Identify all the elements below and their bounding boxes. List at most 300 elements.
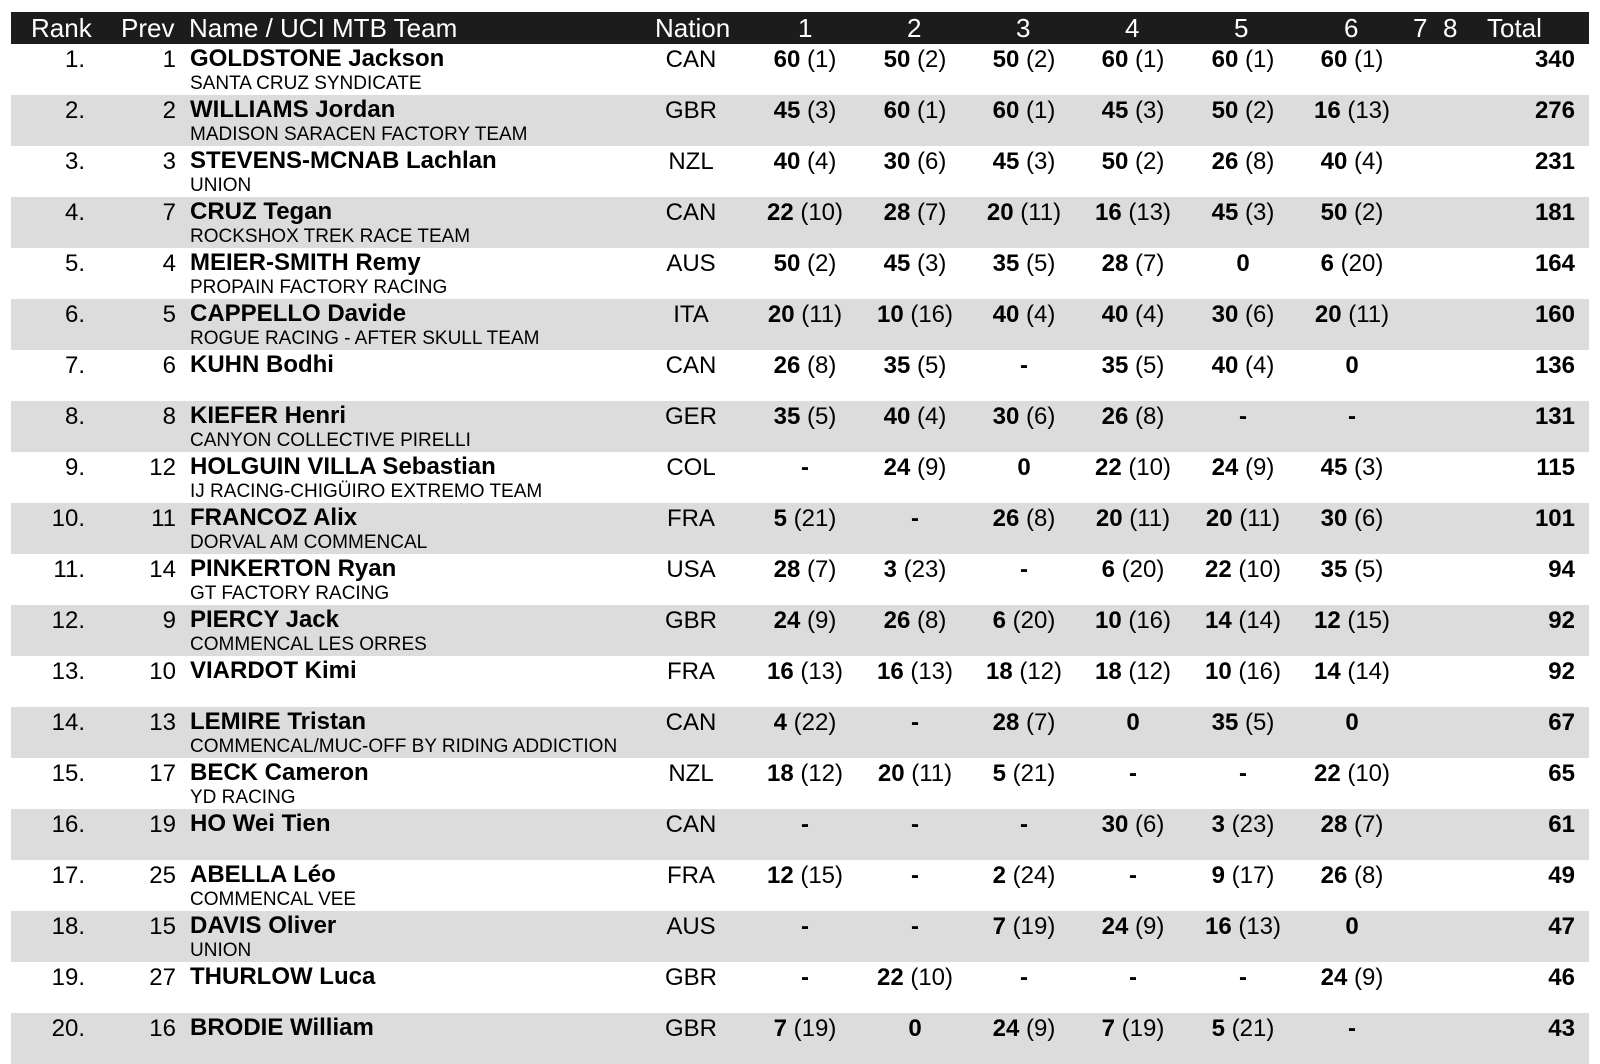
rank-cell: 7.: [64, 352, 85, 379]
round-position: (16): [1238, 658, 1282, 685]
rank-cell: 18.: [51, 913, 85, 940]
rider-name: HO Wei Tien: [190, 810, 331, 837]
round-position: (11): [911, 760, 953, 787]
round-position: (2): [1354, 199, 1384, 226]
round-6-result: [1314, 97, 1390, 125]
prev-rank-cell: 27: [149, 964, 176, 991]
rank-cell: 15.: [51, 760, 85, 787]
round-position: (13): [800, 658, 844, 685]
round-points: 10: [1204, 658, 1232, 685]
round-5-result: [1239, 964, 1247, 992]
team-name: ROGUE RACING - AFTER SKULL TEAM: [190, 328, 540, 349]
round-points: 45: [883, 250, 911, 277]
round-points: 22: [1313, 760, 1341, 787]
total-points: 65: [1548, 760, 1575, 787]
round-points: 40: [773, 148, 801, 175]
round-position: (19): [793, 1015, 837, 1042]
round-2-result: [877, 301, 953, 329]
round-position: (23): [1231, 811, 1275, 838]
round-position: (8): [807, 352, 837, 379]
nation-cell: NZL: [668, 148, 714, 175]
round-points: 7: [1101, 1015, 1115, 1042]
total-points: 181: [1534, 199, 1575, 226]
total-points: 46: [1548, 964, 1575, 991]
nation-cell: USA: [666, 556, 716, 583]
round-1-result: [774, 97, 837, 125]
table-row: [11, 299, 1589, 350]
round-5-result: [1212, 709, 1275, 737]
round-points: 35: [1101, 352, 1129, 379]
round-position: (3): [1245, 199, 1275, 226]
round-position: (5): [1026, 250, 1056, 277]
round-points: 35: [1211, 709, 1239, 736]
round-6-result: [1321, 964, 1384, 992]
round-position: (11): [1239, 505, 1281, 532]
round-points: 16: [1094, 199, 1122, 226]
rider-name: ABELLA Léo: [190, 861, 336, 888]
round-2-result: [884, 199, 947, 227]
round-points: 16: [1313, 97, 1341, 124]
round-position: (2): [807, 250, 837, 277]
total-points: 101: [1534, 505, 1575, 532]
round-position: (10): [1128, 454, 1172, 481]
round-2-result: [911, 913, 919, 941]
round-position: (2): [1245, 97, 1275, 124]
rider-name: STEVENS-MCNAB Lachlan: [190, 147, 497, 174]
nation-cell: AUS: [666, 250, 716, 277]
prev-rank-cell: 25: [149, 862, 176, 889]
total-points: 340: [1534, 46, 1575, 73]
round-points: 22: [876, 964, 904, 991]
round-points: 20: [1314, 301, 1342, 328]
round-points: 20: [767, 301, 795, 328]
round-points: -: [1239, 760, 1247, 787]
round-2-result: [884, 403, 947, 431]
round-position: (5): [1135, 352, 1165, 379]
total-points: 164: [1534, 250, 1575, 277]
table-row: [11, 248, 1589, 299]
round-3-result: [993, 403, 1056, 431]
team-name: PROPAIN FACTORY RACING: [190, 277, 448, 298]
round-position: (4): [1026, 301, 1056, 328]
round-points: 3: [1211, 811, 1225, 838]
round-5-result: [1212, 301, 1275, 329]
rank-cell: 5.: [64, 250, 85, 277]
table-row: [11, 401, 1589, 452]
round-points: 5: [992, 760, 1006, 787]
table-header: [11, 12, 1589, 44]
round-points: 0: [908, 1015, 922, 1042]
round-4-result: [1095, 658, 1171, 686]
header-round-6: 6: [1344, 13, 1359, 43]
round-3-result: [986, 658, 1062, 686]
nation-cell: GBR: [664, 964, 718, 991]
nation-cell: CAN: [665, 46, 717, 73]
round-position: (20): [1340, 250, 1384, 277]
header-round-4: 4: [1125, 13, 1140, 43]
prev-rank-cell: 7: [162, 199, 176, 226]
round-5-result: [1205, 607, 1281, 635]
round-6-result: [1314, 658, 1390, 686]
round-points: 30: [1320, 505, 1348, 532]
round-points: 28: [992, 709, 1020, 736]
round-points: 60: [1211, 46, 1239, 73]
rank-cell: 10.: [51, 505, 85, 532]
round-points: 50: [1101, 148, 1129, 175]
round-1-result: [767, 862, 843, 890]
prev-rank-cell: 5: [162, 301, 176, 328]
team-name: CANYON COLLECTIVE PIRELLI: [190, 430, 471, 451]
round-3-result: [993, 250, 1056, 278]
round-6-result: [1321, 556, 1384, 584]
round-points: 50: [992, 46, 1020, 73]
table-row: [11, 605, 1589, 656]
round-5-result: [1239, 403, 1247, 431]
team-name: UNION: [190, 940, 252, 961]
round-points: 7: [773, 1015, 787, 1042]
round-6-result: [1321, 454, 1384, 482]
round-position: (19): [1012, 913, 1056, 940]
table-row: [11, 656, 1589, 707]
total-points: 115: [1536, 454, 1575, 481]
round-points: 6: [1101, 556, 1115, 583]
round-position: (11): [1129, 505, 1171, 532]
round-3-result: [1017, 454, 1030, 482]
round-points: 24: [773, 607, 801, 634]
round-points: 16: [876, 658, 904, 685]
round-position: (1): [917, 97, 947, 124]
round-4-result: [1095, 454, 1171, 482]
round-position: (12): [1128, 658, 1172, 685]
rank-cell: 16.: [51, 811, 85, 838]
table-row: [11, 758, 1589, 809]
round-6-result: [1321, 148, 1384, 176]
round-2-result: [884, 250, 947, 278]
round-3-result: [993, 913, 1056, 941]
header-round-2: 2: [907, 13, 922, 43]
prev-rank-cell: 11: [151, 505, 176, 532]
round-4-result: [1102, 403, 1165, 431]
round-points: 28: [1320, 811, 1348, 838]
prev-rank-cell: 13: [149, 709, 176, 736]
prev-rank-cell: 4: [162, 250, 176, 277]
table-row: [11, 44, 1589, 95]
round-position: (8): [1026, 505, 1056, 532]
round-points: -: [1239, 403, 1247, 430]
rank-cell: 4.: [64, 199, 85, 226]
round-points: 22: [1094, 454, 1122, 481]
round-position: (4): [917, 403, 947, 430]
round-points: 50: [1320, 199, 1348, 226]
round-points: 30: [883, 148, 911, 175]
round-position: (15): [800, 862, 844, 889]
prev-rank-cell: 15: [149, 913, 176, 940]
round-position: (8): [1354, 862, 1384, 889]
round-2-result: [884, 97, 947, 125]
round-position: (2): [1135, 148, 1165, 175]
round-position: (15): [1347, 607, 1391, 634]
round-2-result: [911, 505, 919, 533]
table-row: [11, 452, 1589, 503]
round-2-result: [884, 607, 947, 635]
round-position: (16): [1128, 607, 1172, 634]
round-points: 35: [992, 250, 1020, 277]
table-row: [11, 350, 1589, 401]
round-position: (7): [1135, 250, 1165, 277]
round-points: -: [911, 862, 919, 889]
rider-name: BRODIE William: [190, 1014, 374, 1041]
round-position: (20): [1012, 607, 1056, 634]
round-6-result: [1348, 403, 1356, 431]
round-2-result: [884, 454, 947, 482]
round-points: 40: [992, 301, 1020, 328]
round-5-result: [1212, 46, 1275, 74]
total-points: 92: [1548, 607, 1575, 634]
round-4-result: [1102, 46, 1165, 74]
rank-cell: 20.: [51, 1015, 85, 1042]
round-position: (9): [1245, 454, 1275, 481]
round-5-result: [1212, 97, 1275, 125]
round-points: 0: [1345, 709, 1359, 736]
nation-cell: AUS: [666, 913, 716, 940]
round-position: (11): [1020, 199, 1062, 226]
round-4-result: [1102, 301, 1165, 329]
round-4-result: [1095, 199, 1171, 227]
round-3-result: [1020, 811, 1028, 839]
round-points: 9: [1211, 862, 1225, 889]
round-3-result: [993, 46, 1056, 74]
round-points: -: [1129, 964, 1137, 991]
round-points: 60: [883, 97, 911, 124]
round-points: 35: [773, 403, 801, 430]
round-position: (7): [1354, 811, 1384, 838]
round-4-result: [1129, 862, 1137, 890]
round-4-result: [1102, 250, 1165, 278]
round-3-result: [987, 199, 1061, 227]
round-points: -: [1020, 556, 1028, 583]
round-position: (10): [910, 964, 954, 991]
round-position: (14): [1238, 607, 1282, 634]
round-1-result: [767, 760, 843, 788]
round-position: (4): [807, 148, 837, 175]
round-points: 24: [1211, 454, 1239, 481]
round-6-result: [1321, 505, 1384, 533]
round-points: 40: [1211, 352, 1239, 379]
round-position: (11): [801, 301, 843, 328]
round-position: (5): [1245, 709, 1275, 736]
nation-cell: FRA: [667, 658, 715, 685]
round-position: (1): [1354, 46, 1384, 73]
round-4-result: [1102, 1015, 1165, 1043]
round-points: -: [801, 454, 809, 481]
prev-rank-cell: 2: [162, 97, 176, 124]
round-position: (6): [1245, 301, 1275, 328]
prev-rank-cell: 16: [149, 1015, 176, 1042]
round-2-result: [908, 1015, 921, 1043]
round-points: 26: [883, 607, 911, 634]
round-1-result: [768, 301, 842, 329]
round-position: (6): [1354, 505, 1384, 532]
nation-cell: FRA: [667, 862, 715, 889]
round-1-result: [774, 709, 837, 737]
round-1-result: [774, 1015, 837, 1043]
round-points: 45: [1101, 97, 1129, 124]
round-points: 60: [992, 97, 1020, 124]
nation-cell: FRA: [667, 505, 715, 532]
round-3-result: [1020, 352, 1028, 380]
round-3-result: [993, 709, 1056, 737]
rider-name: PIERCY Jack: [190, 606, 339, 633]
round-points: 5: [1211, 1015, 1225, 1042]
total-points: 160: [1534, 301, 1575, 328]
round-5-result: [1212, 811, 1275, 839]
round-position: (9): [917, 454, 947, 481]
total-points: 43: [1548, 1015, 1575, 1042]
team-name: COMMENCAL/MUC-OFF BY RIDING ADDICTION: [190, 736, 618, 757]
nation-cell: NZL: [668, 760, 714, 787]
round-5-result: [1212, 1015, 1275, 1043]
round-points: -: [801, 913, 809, 940]
round-2-result: [884, 46, 947, 74]
table-row: [11, 707, 1589, 758]
nation-cell: CAN: [665, 199, 717, 226]
rank-cell: 6.: [64, 301, 85, 328]
round-points: -: [1020, 352, 1028, 379]
round-4-result: [1102, 148, 1165, 176]
round-position: (4): [1245, 352, 1275, 379]
round-position: (21): [793, 505, 837, 532]
round-points: -: [911, 913, 919, 940]
rider-name: PINKERTON Ryan: [190, 555, 397, 582]
prev-rank-cell: 17: [149, 760, 176, 787]
header-prev: Prev: [121, 13, 175, 43]
round-4-result: [1129, 760, 1137, 788]
rider-name: MEIER-SMITH Remy: [190, 249, 421, 276]
prev-rank-cell: 3: [162, 148, 176, 175]
team-name: IJ RACING-CHIGÜIRO EXTREMO TEAM: [190, 481, 543, 502]
nation-cell: CAN: [665, 352, 717, 379]
round-position: (23): [903, 556, 947, 583]
round-points: 45: [1320, 454, 1348, 481]
rider-name: VIARDOT Kimi: [190, 657, 357, 684]
round-points: 24: [1101, 913, 1129, 940]
total-points: 67: [1548, 709, 1575, 736]
prev-rank-cell: 14: [149, 556, 176, 583]
round-position: (19): [1121, 1015, 1165, 1042]
round-5-result: [1205, 556, 1281, 584]
round-points: 18: [766, 760, 794, 787]
round-6-result: [1321, 199, 1384, 227]
table-row: [11, 962, 1589, 1013]
round-4-result: [1129, 964, 1137, 992]
rider-name: HOLGUIN VILLA Sebastian: [190, 453, 496, 480]
rank-cell: 13.: [51, 658, 85, 685]
round-position: (22): [793, 709, 837, 736]
round-position: (6): [917, 148, 947, 175]
team-name: YD RACING: [190, 787, 296, 808]
round-points: 30: [1211, 301, 1239, 328]
round-points: 40: [1101, 301, 1129, 328]
round-points: 45: [992, 148, 1020, 175]
round-points: 26: [1101, 403, 1129, 430]
round-2-result: [884, 148, 947, 176]
table-body: [11, 44, 1589, 1064]
prev-rank-cell: 10: [149, 658, 176, 685]
round-5-result: [1205, 913, 1281, 941]
round-5-result: [1205, 658, 1281, 686]
round-points: 18: [1094, 658, 1122, 685]
round-3-result: [993, 1015, 1056, 1043]
round-6-result: [1321, 862, 1384, 890]
round-1-result: [774, 403, 837, 431]
round-points: 30: [1101, 811, 1129, 838]
rank-cell: 11.: [53, 556, 85, 583]
round-6-result: [1321, 811, 1384, 839]
round-points: 10: [876, 301, 904, 328]
total-points: 47: [1548, 913, 1575, 940]
header-rank: Rank: [31, 13, 92, 43]
round-points: 50: [773, 250, 801, 277]
round-points: 45: [1211, 199, 1239, 226]
round-points: 26: [773, 352, 801, 379]
round-position: (12): [800, 760, 844, 787]
table-row: [11, 197, 1589, 248]
round-3-result: [993, 301, 1056, 329]
round-points: 3: [883, 556, 897, 583]
nation-cell: GER: [664, 403, 718, 430]
total-points: 131: [1534, 403, 1575, 430]
nation-cell: GBR: [664, 97, 718, 124]
round-3-result: [993, 862, 1056, 890]
round-position: (14): [1347, 658, 1391, 685]
round-position: (1): [1135, 46, 1165, 73]
round-position: (9): [1135, 913, 1165, 940]
round-points: 20: [877, 760, 905, 787]
round-position: (9): [1026, 1015, 1056, 1042]
round-points: -: [1020, 811, 1028, 838]
round-6-result: [1345, 352, 1358, 380]
round-position: (13): [1347, 97, 1391, 124]
round-points: -: [1348, 403, 1356, 430]
round-position: (9): [807, 607, 837, 634]
round-points: 0: [1126, 709, 1140, 736]
round-5-result: [1206, 505, 1280, 533]
header-round-3: 3: [1016, 13, 1031, 43]
total-points: 276: [1534, 97, 1575, 124]
round-points: -: [911, 811, 919, 838]
round-3-result: [1020, 964, 1028, 992]
round-2-result: [884, 352, 947, 380]
nation-cell: GBR: [664, 1015, 718, 1042]
total-points: 231: [1534, 148, 1575, 175]
round-points: 0: [1345, 352, 1359, 379]
round-6-result: [1321, 250, 1384, 278]
team-name: COMMENCAL LES ORRES: [190, 634, 427, 655]
round-position: (4): [1135, 301, 1165, 328]
rider-name: LEMIRE Tristan: [190, 708, 367, 735]
round-points: 20: [1095, 505, 1123, 532]
round-1-result: [767, 199, 843, 227]
round-3-result: [1020, 556, 1028, 584]
nation-cell: ITA: [673, 301, 709, 328]
round-points: 4: [773, 709, 787, 736]
round-points: 50: [883, 46, 911, 73]
round-points: 20: [986, 199, 1014, 226]
rank-cell: 17.: [51, 862, 85, 889]
round-position: (21): [1012, 760, 1056, 787]
round-3-result: [993, 760, 1056, 788]
round-6-result: [1315, 301, 1389, 329]
